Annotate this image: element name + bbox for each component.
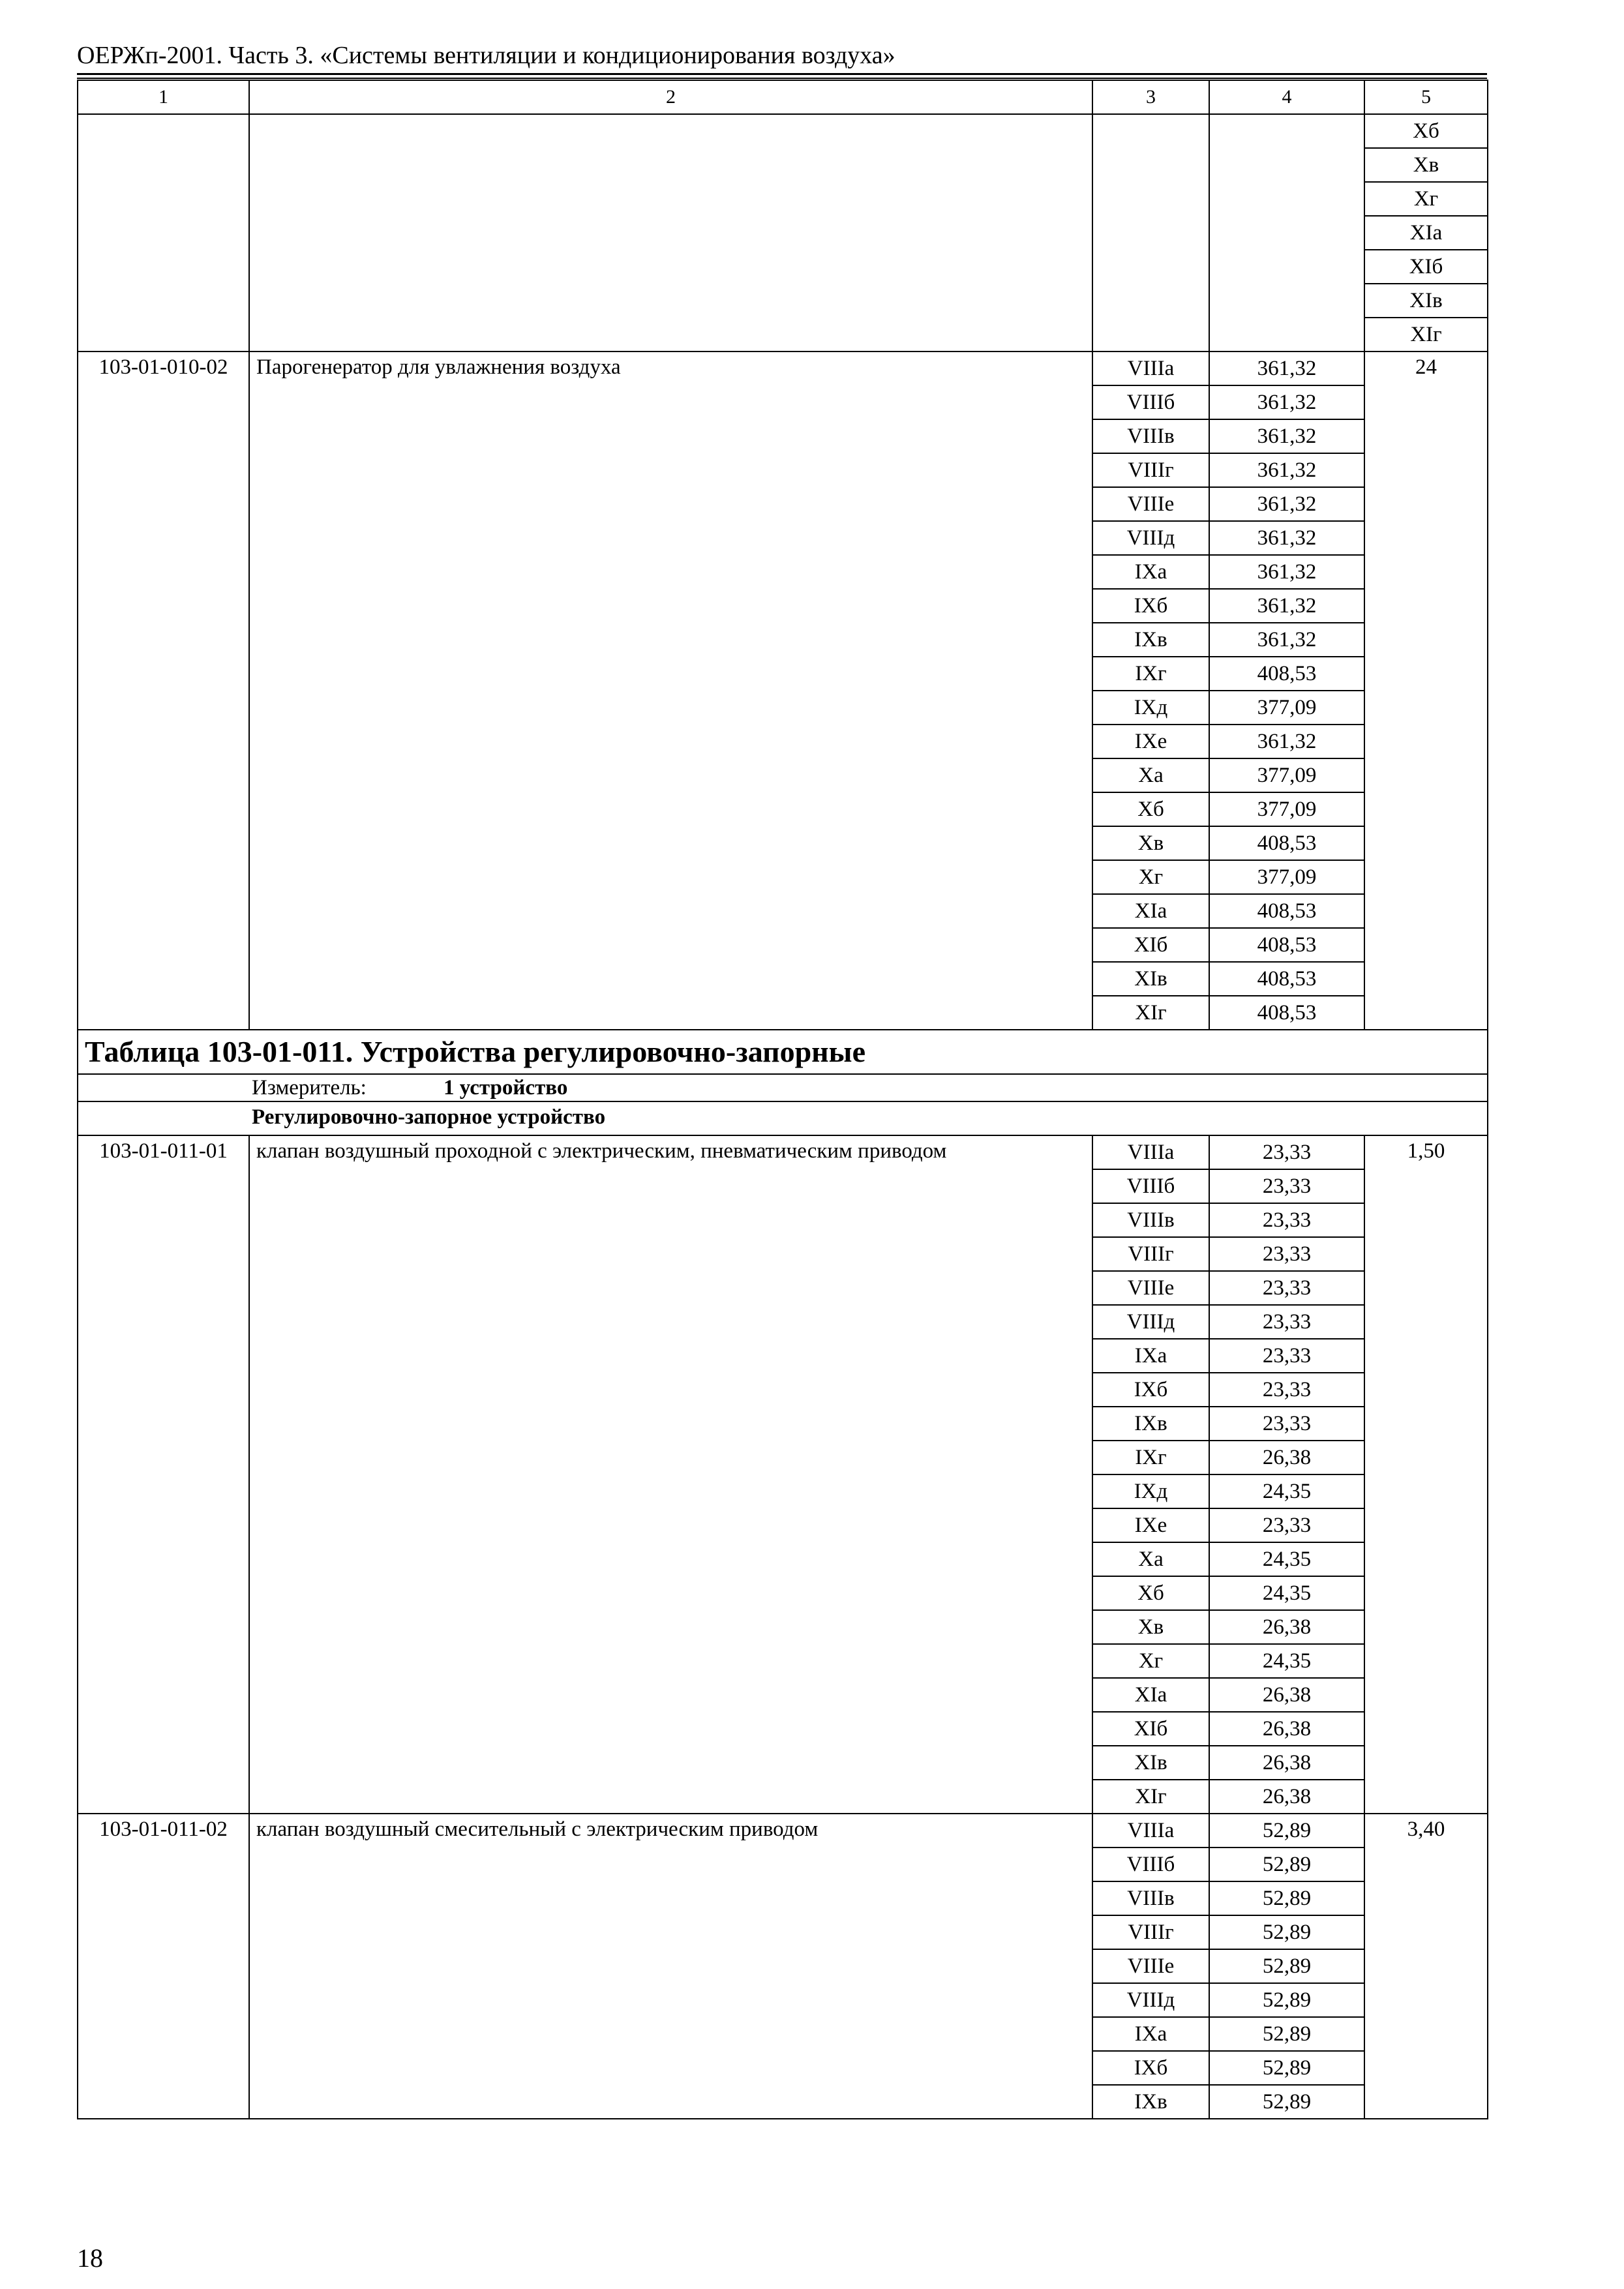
subhead-cell [78,1101,1488,1135]
region-class: XIг [1364,318,1488,352]
rate-value: 23,33 [1209,1373,1364,1407]
measure-cell [78,1074,1488,1101]
rate-value: 361,32 [1209,385,1364,419]
item-name: клапан воздушный смесительный с электрическим приводом [249,1814,1092,2119]
rate-value: 26,38 [1209,1441,1364,1474]
region-class: XIб [1364,250,1488,284]
measure-unit: 1 устройство [444,1076,568,1100]
rate-value: 24,35 [1209,1474,1364,1508]
rate-value: 23,33 [1209,1203,1364,1237]
region-class: XIв [1364,284,1488,318]
region-class: Xб [1092,1576,1209,1610]
rate-value: 408,53 [1209,928,1364,962]
rate-value: 23,33 [1209,1271,1364,1305]
region-class: VIIIг [1092,1237,1209,1271]
page-header-title: ОЕРЖп-2001. Часть 3. «Системы вентиляции и кондиционирования воздуха» [77,42,895,69]
region-class: Xа [1092,758,1209,792]
column-number: 1 [78,80,249,114]
rate-value: 361,32 [1209,521,1364,555]
item-name-blank [249,114,1092,352]
region-class: IXв [1092,2085,1209,2119]
rate-value: 377,09 [1209,860,1364,894]
column-number-row [78,80,1488,114]
region-class: XIа [1092,894,1209,928]
rate-value: 361,32 [1209,589,1364,623]
rate-value: 23,33 [1209,1508,1364,1542]
rate-value: 23,33 [1209,1237,1364,1271]
rate-value: 23,33 [1209,1169,1364,1203]
region-class: XIа [1092,1678,1209,1712]
column-number: 5 [1364,80,1488,114]
rate-value: 52,89 [1209,1983,1364,2017]
table-title: Таблица 103-01-011. Устройства регулировочно-запорные [78,1030,1488,1074]
region-class: VIIIб [1092,385,1209,419]
measure-label: Измеритель: [252,1076,367,1100]
region-class: VIIIг [1092,453,1209,487]
rates-table-body [78,80,1488,2119]
rate-value: 26,38 [1209,1610,1364,1644]
region-class: IXа [1092,555,1209,589]
rate-value: 52,89 [1209,1881,1364,1915]
subhead-row [78,1101,1488,1135]
region-class: Xа [1092,1542,1209,1576]
rate-value: 377,09 [1209,691,1364,725]
rate-value: 408,53 [1209,996,1364,1030]
region-class: IXе [1092,1508,1209,1542]
item-name: Парогенератор для увлажнения воздуха [249,352,1092,1030]
rate-value: 361,32 [1209,453,1364,487]
measure-line [78,1076,567,1100]
region-class: Xг [1092,1644,1209,1678]
region-class: IXа [1092,1339,1209,1373]
region-class: IXе [1092,725,1209,758]
region-class: XIг [1092,996,1209,1030]
rate-value: 24,35 [1209,1542,1364,1576]
region-class: Xв [1364,148,1488,182]
item-name [1209,114,1364,352]
region-class: IXб [1092,1373,1209,1407]
region-class: IXг [1092,1441,1209,1474]
item-name: клапан воздушный проходной с электрическим, пневматическим приводом [249,1135,1092,1814]
rate-value: 23,33 [1209,1305,1364,1339]
rate-value: 361,32 [1209,352,1364,385]
rate-value: 52,89 [1209,2051,1364,2085]
rate-value: 361,32 [1209,487,1364,521]
rate-value: 26,38 [1209,1678,1364,1712]
rate-value: 52,89 [1209,1848,1364,1881]
rate-value: 52,89 [1209,1814,1364,1848]
region-class: Xг [1092,860,1209,894]
rate-value: 23,33 [1209,1135,1364,1169]
rate-value: 377,09 [1209,792,1364,826]
region-class: IXв [1092,1407,1209,1441]
region-class: Xб [1364,114,1488,148]
region-class: VIIIб [1092,1169,1209,1203]
rates-table [77,80,1488,2119]
item-code: 103-01-010-02 [78,352,249,1030]
rate-value: 361,32 [1209,725,1364,758]
header-rule-bottom [77,78,1487,79]
item-code [1092,114,1209,352]
region-class: XIб [1092,1712,1209,1746]
table-row [78,352,1488,385]
rate-value: 52,89 [1209,1949,1364,1983]
rate-value: 24,35 [1209,1576,1364,1610]
region-class: VIIIв [1092,419,1209,453]
table-row [78,114,1488,148]
region-class: VIIIе [1092,1271,1209,1305]
region-class: VIIIд [1092,521,1209,555]
item-extra: 3,40 [1364,1814,1488,2119]
region-class: VIIIд [1092,1983,1209,2017]
region-class: VIIIа [1092,1135,1209,1169]
region-class: XIг [1092,1780,1209,1814]
region-class: XIв [1092,962,1209,996]
region-class: VIIIе [1092,487,1209,521]
region-class: IXг [1092,657,1209,691]
measure-row [78,1074,1488,1101]
rate-value: 408,53 [1209,826,1364,860]
region-class: IXв [1092,623,1209,657]
region-class: IXд [1092,691,1209,725]
item-code: 103-01-011-01 [78,1135,249,1814]
item-extra: 24 [1364,352,1488,1030]
region-class: XIв [1092,1746,1209,1780]
region-class: XIа [1364,216,1488,250]
item-code-blank [78,114,249,352]
region-class: XIб [1092,928,1209,962]
region-class: VIIIе [1092,1949,1209,1983]
rate-value: 377,09 [1209,758,1364,792]
rate-value: 26,38 [1209,1712,1364,1746]
item-code: 103-01-011-02 [78,1814,249,2119]
rate-value: 52,89 [1209,2017,1364,2051]
rate-value: 52,89 [1209,1915,1364,1949]
region-class: IXб [1092,589,1209,623]
table-row [78,1135,1488,1169]
rate-value: 52,89 [1209,2085,1364,2119]
region-class: VIIIг [1092,1915,1209,1949]
rate-value: 361,32 [1209,623,1364,657]
region-class: IXа [1092,2017,1209,2051]
column-number: 3 [1092,80,1209,114]
subhead-text: Регулировочно-запорное устройство [252,1105,606,1129]
region-class: Xг [1364,182,1488,216]
column-number: 2 [249,80,1092,114]
region-class: VIIIа [1092,352,1209,385]
rate-value: 408,53 [1209,962,1364,996]
region-class: IXд [1092,1474,1209,1508]
item-extra: 1,50 [1364,1135,1488,1814]
rate-value: 26,38 [1209,1780,1364,1814]
region-class: VIIIв [1092,1881,1209,1915]
region-class: Xв [1092,826,1209,860]
rate-value: 23,33 [1209,1407,1364,1441]
rate-value: 23,33 [1209,1339,1364,1373]
header-rule-top [77,73,1487,75]
region-class: VIIIд [1092,1305,1209,1339]
rate-value: 24,35 [1209,1644,1364,1678]
page-number: 18 [77,2243,103,2273]
table-title-row [78,1030,1488,1074]
column-number: 4 [1209,80,1364,114]
region-class: VIIIв [1092,1203,1209,1237]
region-class: Xб [1092,792,1209,826]
table-row [78,1814,1488,1848]
rate-value: 408,53 [1209,657,1364,691]
region-class: IXб [1092,2051,1209,2085]
region-class: VIIIб [1092,1848,1209,1881]
region-class: VIIIа [1092,1814,1209,1848]
rate-value: 26,38 [1209,1746,1364,1780]
rate-value: 361,32 [1209,555,1364,589]
rate-value: 361,32 [1209,419,1364,453]
region-class: Xв [1092,1610,1209,1644]
rate-value: 408,53 [1209,894,1364,928]
